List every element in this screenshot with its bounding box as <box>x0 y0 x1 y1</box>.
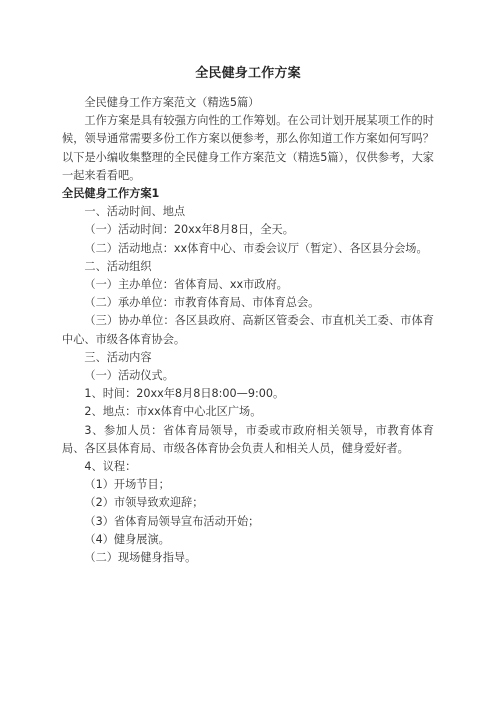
paragraph: （三）协办单位：各区县政府、高新区管委会、市直机关工委、市体育中心、市级各体育协会。 <box>62 314 434 346</box>
paragraph: 一、活动时间、地点 <box>84 205 186 219</box>
document-body <box>62 94 434 567</box>
paragraph: （二）现场健身指导。 <box>84 551 197 565</box>
paragraph: （二）活动地点：xx体育中心、市委会议厅（暂定）、各区县分会场。 <box>84 241 428 255</box>
paragraph: （一）主办单位：省体育局、xx市政府。 <box>84 278 288 292</box>
paragraph: 三、活动内容 <box>84 350 152 364</box>
paragraph: 工作方案是具有较强方向性的工作筹划。在公司计划开展某项工作的时候，领导通常需要多份工作方案以便参考，那么你知道工作方案如何写吗？以下是小编收集整理的全民健身工作方案范文（精选5篇），仅供参考，大家一起来看看吧。 <box>62 114 434 182</box>
paragraph: （3）省体育局领导宣布活动开始； <box>84 514 260 528</box>
paragraph: （二）承办单位：市教育体育局、市体育总会。 <box>84 296 320 310</box>
paragraph: 2、地点：市xx体育中心北区广场。 <box>84 405 262 419</box>
paragraph: （1）开场节目； <box>84 478 170 492</box>
paragraph: 4、议程： <box>84 460 137 474</box>
paragraph: （2）市领导致欢迎辞； <box>84 496 204 510</box>
paragraph: （4）健身展演。 <box>84 532 170 546</box>
paragraph: 1、时间：20xx年8月8日8:00—9:00。 <box>84 387 285 401</box>
paragraph: 全民健身工作方案范文（精选5篇） <box>84 96 260 109</box>
paragraph: （一）活动仪式。 <box>84 369 174 383</box>
paragraph: 二、活动组织 <box>84 259 152 273</box>
document-title: 全民健身工作方案 <box>195 66 301 81</box>
section-heading: 全民健身工作方案1 <box>62 187 160 201</box>
paragraph: 3、参加人员：省体育局领导，市委或市政府相关领导，市教育体育局、各区县体育局、市级各体育协会负责人和相关人员，健身爱好者。 <box>62 423 434 455</box>
paragraph: （一）活动时间：20xx年8月8日，全天。 <box>84 223 294 237</box>
